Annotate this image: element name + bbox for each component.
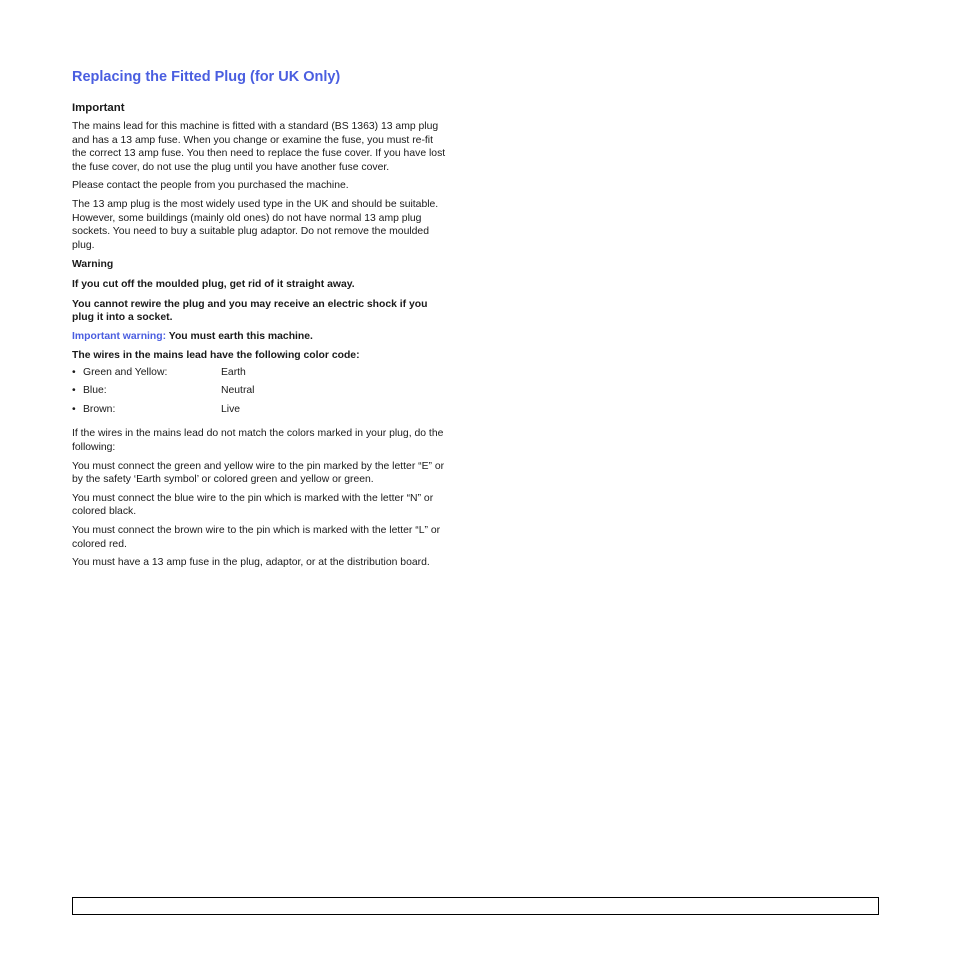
list-item (72, 384, 450, 403)
important-paragraph-2: Please contact the people from you purchased the machine. (72, 180, 349, 192)
important-warning-label: Important warning: (72, 330, 167, 342)
list-item (72, 366, 450, 385)
wire-color-label: Brown: (83, 403, 116, 415)
wires-intro: The wires in the mains lead have the following color code: (72, 350, 360, 362)
section-title: Replacing the Fitted Plug (for UK Only) (72, 69, 341, 85)
wire-color-label: Green and Yellow: (83, 366, 168, 378)
instruction-paragraph-2: You must connect the green and yellow wire to the pin marked by the letter “E” or by the safety ‘Earth symbol’ or colored green and yellow or green. (72, 460, 445, 486)
important-warning (72, 330, 450, 344)
warning-paragraph-1: If you cut off the moulded plug, get rid of it straight away. (72, 278, 355, 290)
wire-color-label: Blue: (83, 385, 107, 397)
wire-meaning: Live (221, 403, 241, 415)
instruction-paragraph-5: You must have a 13 amp fuse in the plug, adaptor, or at the distribution board. (72, 557, 430, 569)
bullet: • (72, 385, 76, 397)
warning-paragraph-2: You cannot rewire the plug and you may receive an electric shock if you plug it into a socket. (72, 298, 428, 324)
section-body (72, 101, 450, 575)
wire-meaning: Earth (221, 366, 246, 378)
bullet: • (72, 403, 76, 415)
bullet: • (72, 366, 76, 378)
wire-meaning: Neutral (221, 385, 255, 397)
important-heading: Important (72, 102, 125, 114)
important-warning-text: You must earth this machine. (166, 330, 313, 342)
wire-color-list (72, 366, 450, 422)
page-footer-bar (72, 897, 879, 915)
instruction-paragraph-4: You must connect the brown wire to the pin which is marked with the letter “L” or colored red. (72, 524, 441, 550)
list-item (72, 403, 450, 422)
important-paragraph-1: The mains lead for this machine is fitted with a standard (BS 1363) 13 amp plug and has a 13 amp fuse. When you change or examine the fuse, you must re-fit the correct 13 amp fuse. You then need to replace the fuse cover. If you have lost the fuse cover, do not use the plug until you have another fuse cover. (72, 121, 446, 173)
instruction-paragraph-1: If the wires in the mains lead do not match the colors marked in your plug, do the following: (72, 428, 444, 453)
important-paragraph-3: The 13 amp plug is the most widely used type in the UK and should be suitable. However, some buildings (mainly old ones) do not have normal 13 amp plug sockets. You need to buy a suitable plug adaptor. Do not remove the moulded plug. (72, 198, 439, 251)
warning-heading: Warning (72, 259, 114, 271)
instruction-paragraph-3: You must connect the blue wire to the pin which is marked with the letter “N” or colored black. (72, 492, 434, 518)
